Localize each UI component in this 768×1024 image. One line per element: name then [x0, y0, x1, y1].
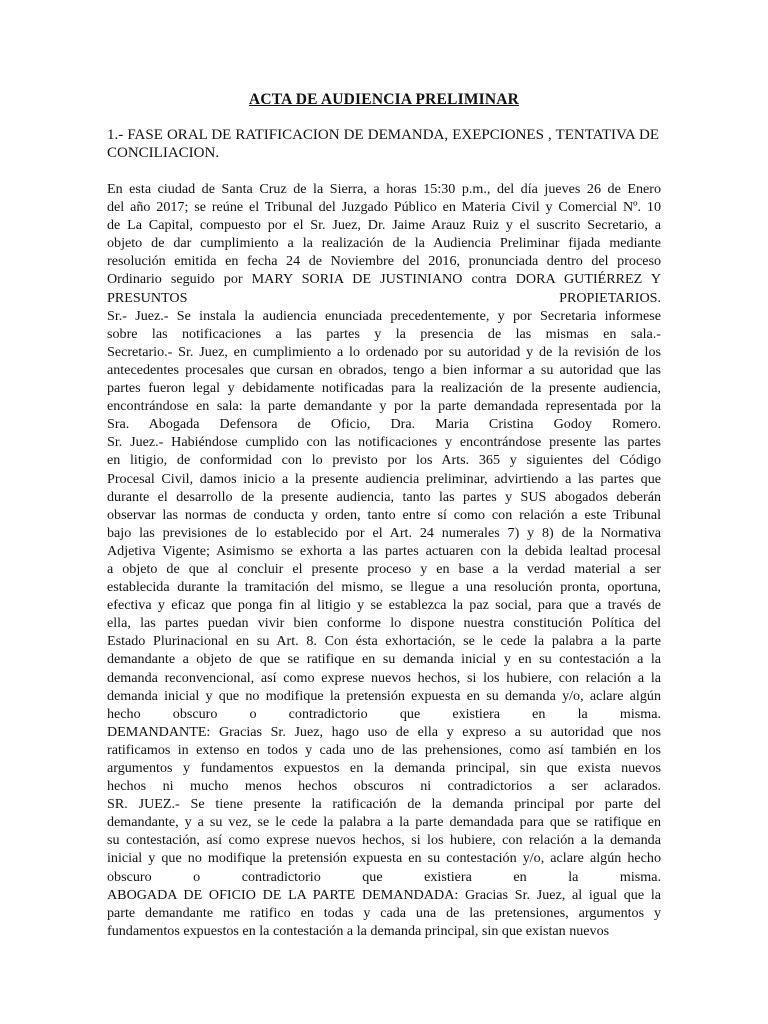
body-line: ella, las partes puedan vivir bien conforme lo dispone nuestra constitución Política del [107, 615, 661, 632]
body-line: su contestación, así como exprese nuevos hechos, si los hubiere, con relación a la demanda [107, 832, 661, 849]
body-line: establecida durante la tramitación del mismo, se llegue a una resolución pronta, oportuna, [107, 579, 661, 596]
body-line: Estado Plurinacional en su Art. 8. Con ésta exhortación, se le cede la palabra a la parte [107, 633, 661, 650]
body-line: resolución emitida en fecha 24 de Noviembre del 2016, pronunciada dentro del proceso [107, 253, 661, 270]
body-line: Secretario.- Sr. Juez, en cumplimiento a lo ordenado por su autoridad y de la revisión de los [107, 343, 661, 360]
body-line: demandante a objeto de que se ratifique en su demanda inicial y en su contestación a la [107, 651, 661, 668]
document-title: ACTA DE AUDIENCIA PRELIMINAR [248, 91, 520, 108]
body-line: argumentos y fundamentos expuestos en la demanda principal, sin que exista nuevos [107, 760, 661, 776]
body-line: demanda inicial y que no modifique la pretensión expuesta en su demanda y/o, aclare algún [107, 687, 661, 704]
body-line: hecho obscuro o contradictorio que existiera en la misma. [107, 705, 661, 722]
body-line: durante el desarrollo de la presente audiencia, tanto las partes y SUS abogados deberán [107, 488, 661, 505]
body-line: SR. JUEZ.- Se tiene presente la ratificación de la demanda principal por parte del [107, 796, 661, 813]
body-line: encontrándose en sala: la parte demandante y por la parte demandada representada por la [107, 398, 661, 415]
body-line: bajo las previsiones de lo establecido por el Art. 24 numerales 7) y 8) de la Normativa [107, 524, 661, 541]
body-line: demanda reconvencional, así como exprese nuevos hechos, si los hubiere, con relación a la [107, 669, 661, 686]
body-line: Adjetiva Vigente; Asimismo se exhorta a las partes actuaren con la debida lealtad procesal [107, 542, 661, 559]
body-line: sobre las notificaciones a las partes y la presencia de las mismas en sala.- [107, 325, 661, 342]
body-line: ratificamos in extenso en todos y cada uno de las prehensiones, como así también en los [107, 741, 661, 758]
body-line: partes fueron legal y debidamente notificadas para la realización de la presente audiencia, [107, 380, 661, 397]
body-line: a objeto de que al concluir el presente proceso y en base a la verdad material a ser [107, 560, 661, 577]
body-line: En esta ciudad de Santa Cruz de la Sierra, a horas 15:30 p.m., del día jueves 26 de Enero [107, 181, 661, 197]
body-line: efectiva y eficaz que ponga fin al litigio y se establezca la paz social, para que a través de [107, 597, 661, 614]
body-line: ABOGADA DE OFICIO DE LA PARTE DEMANDADA: Gracias Sr. Juez, al igual que la [107, 886, 661, 903]
body-line: Sr.- Juez.- Se instala la audiencia enunciada precedentemente, y por Secretaria informese [107, 307, 661, 324]
body-line: obscuro o contradictorio que existiera en la misma. [107, 868, 661, 885]
document-body [107, 180, 661, 940]
body-line: inicial y que no modifique la pretensión expuesta en su contestación y/o, aclare algún hecho [107, 850, 661, 867]
body-line: PRESUNTOS PROPIETARIOS. [107, 289, 661, 306]
body-line: fundamentos expuestos en la contestación a la demanda principal, sin que existan nuevos [107, 922, 610, 939]
body-line: demandante, y a su vez, se le cede la palabra a la parte demandada para que se ratifique en [107, 814, 661, 831]
body-line: Sra. Abogada Defensora de Oficio, Dra. Maria Cristina Godoy Romero. [107, 416, 661, 433]
body-line: Sr. Juez.- Habiéndose cumplido con las notificaciones y encontrándose presente las partes [107, 434, 661, 451]
body-line: hechos ni mucho menos hechos obscuros ni contradictorios a ser aclarados. [107, 778, 661, 795]
body-line: del año 2017; se reúne el Tribunal del Juzgado Público en Materia Civil y Comercial Nº. 10 [107, 199, 661, 216]
body-line: DEMANDANTE: Gracias Sr. Juez, hago uso de ella y expreso a su autoridad que nos [107, 723, 661, 740]
body-line: Procesal Civil, damos inicio a la presente audiencia preliminar, advirtiendo a las partes que [107, 470, 661, 487]
body-line: objeto de dar cumplimiento a la realización de la Audiencia Preliminar fijada mediante [107, 235, 661, 252]
body-line: observar las normas de conducta y orden, tanto entre sí como con relación a este Tribunal [107, 506, 661, 523]
body-line: de La Capital, compuesto por el Sr. Juez, Dr. Jaime Arauz Ruiz y el suscrito Secretario, a [107, 217, 661, 234]
body-line: parte demandante me ratifico en todas y cada una de las pretensiones, argumentos y [107, 904, 661, 921]
section-heading: 1.- FASE ORAL DE RATIFICACION DE DEMANDA, EXEPCIONES , TENTATIVA DE CONCILIACION. [107, 127, 659, 161]
body-line: Ordinario seguido por MARY SORIA DE JUSTINIANO contra DORA GUTIÉRREZ Y [107, 271, 661, 288]
body-line: antecedentes procesales que cursan en obrados, tengo a bien informar a su autoridad que las [107, 361, 661, 378]
body-line: en litigio, de conformidad con lo previsto por los Arts. 365 y siguientes del Código [107, 452, 661, 469]
